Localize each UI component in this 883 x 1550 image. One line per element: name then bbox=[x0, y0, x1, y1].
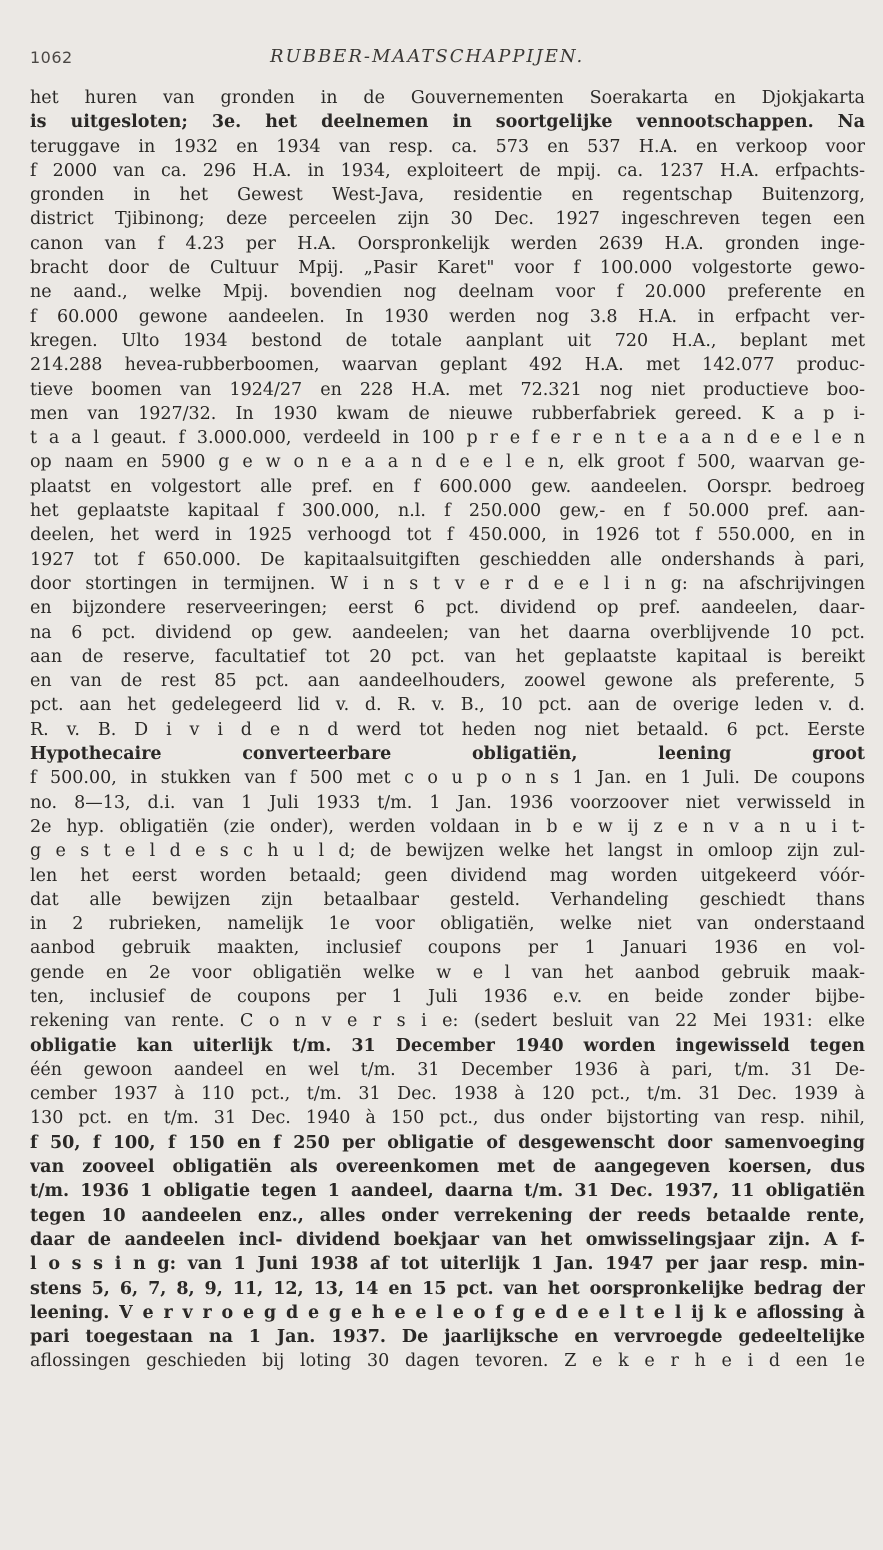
text-line: g e s t e l d e s c h u l d; de bewijzen welke het langst in omloop zijn zul- bbox=[30, 841, 865, 862]
text-line: gronden in het Gewest West-Java, residentie en regentschap Buitenzorg, bbox=[30, 185, 865, 206]
text-line: ten, inclusief de coupons per 1 Juli 1936 e.v. en beide zonder bijbe- bbox=[30, 986, 865, 1007]
body-text bbox=[30, 86, 865, 1374]
text-line: f 500.00, in stukken van f 500 met c o u p o n s 1 Jan. en 1 Juli. De coupons bbox=[30, 768, 865, 789]
text-line: aanbod gebruik maakten, inclusief coupons per 1 Januari 1936 en vol- bbox=[30, 938, 865, 959]
text-line: 214.288 hevea-rubberboomen, waarvan geplant 492 H.A. met 142.077 produc- bbox=[30, 355, 865, 376]
text-line: op naam en 5900 g e w o n e a a n d e e l e n, elk groot f 500, waarvan ge- bbox=[30, 452, 865, 473]
text-line: door stortingen in termijnen. W i n s t v e r d e e l i n g: na afschrijvingen bbox=[30, 573, 865, 594]
text-line: dat alle bewijzen zijn betaalbaar gesteld. Verhandeling geschiedt thans bbox=[30, 889, 865, 910]
text-line: pct. aan het gedelegeerd lid v. d. R. v. B., 10 pct. aan de overige leden v. d. bbox=[30, 695, 865, 716]
text-line: men van 1927/32. In 1930 kwam de nieuwe rubberfabriek gereed. K a p i- bbox=[30, 403, 865, 424]
text-line: daar de aandeelen incl- dividend boekjaar van het omwisselingsjaar zijn. A f- bbox=[30, 1229, 865, 1250]
text-line: f 50, f 100, f 150 en f 250 per obligatie of desgewenscht door samenvoeging bbox=[30, 1132, 865, 1153]
text-line: cember 1937 à 110 pct., t/m. 31 Dec. 1938 à 120 pct., t/m. 31 Dec. 1939 à bbox=[30, 1084, 865, 1105]
text-line: teruggave in 1932 en 1934 van resp. ca. 573 en 537 H.A. en verkoop voor bbox=[30, 136, 865, 157]
text-line: f 60.000 gewone aandeelen. In 1930 werden nog 3.8 H.A. in erfpacht ver- bbox=[30, 306, 865, 327]
running-title: RUBBER-MAATSCHAPPIJEN. bbox=[270, 46, 585, 67]
text-line: en van de rest 85 pct. aan aandeelhouders, zoowel gewone als preferente, 5 bbox=[30, 671, 865, 692]
text-line: tieve boomen van 1924/27 en 228 H.A. met 72.321 nog niet productieve boo- bbox=[30, 379, 865, 400]
text-line: 130 pct. en t/m. 31 Dec. 1940 à 150 pct., dus onder bijstorting van resp. nihil, bbox=[30, 1108, 865, 1129]
text-line: leening. V e r v r o e g d e g e h e e l e o f g e d e e l t e l ij k e aflossing à bbox=[30, 1302, 865, 1323]
text-line: het geplaatste kapitaal f 300.000, n.l. f 250.000 gew,- en f 50.000 pref. aan- bbox=[30, 501, 865, 522]
text-line: l o s s i n g: van 1 Juni 1938 af tot uiterlijk 1 Jan. 1947 per jaar resp. min- bbox=[30, 1254, 865, 1275]
text-line: tegen 10 aandeelen enz., alles onder verrekening der reeds betaalde rente, bbox=[30, 1205, 865, 1226]
text-line: 2e hyp. obligatiën (zie onder), werden voldaan in b e w ij z e n v a n u i t- bbox=[30, 816, 865, 837]
text-line: obligatie kan uiterlijk t/m. 31 December 1940 worden ingewisseld tegen bbox=[30, 1035, 865, 1056]
text-line: district Tjibinong; deze perceelen zijn 30 Dec. 1927 ingeschreven tegen een bbox=[30, 209, 865, 230]
text-line: stens 5, 6, 7, 8, 9, 11, 12, 13, 14 en 15 pct. van het oorspronkelijke bedrag der bbox=[30, 1278, 865, 1299]
text-line: 1927 tot f 650.000. De kapitaalsuitgiften geschiedden alle ondershands à pari, bbox=[30, 549, 865, 570]
text-line: en bijzondere reserveeringen; eerst 6 pct. dividend op pref. aandeelen, daar- bbox=[30, 598, 865, 619]
text-line: plaatst en volgestort alle pref. en f 600.000 gew. aandeelen. Oorspr. bedroeg bbox=[30, 476, 865, 497]
text-line: Hypothecaire converteerbare obligatiën, leening groot bbox=[30, 744, 865, 765]
text-line: f 2000 van ca. 296 H.A. in 1934, exploiteert de mpij. ca. 1237 H.A. erfpachts- bbox=[30, 160, 865, 181]
text-line: R. v. B. D i v i d e n d werd tot heden nog niet betaald. 6 pct. Eerste bbox=[30, 719, 865, 740]
text-line: bracht door de Cultuur Mpij. „Pasir Karet" voor f 100.000 volgestorte gewo- bbox=[30, 258, 865, 279]
text-line: het huren van gronden in de Gouvernementen Soerakarta en Djokjakarta bbox=[30, 88, 865, 108]
text-line: len het eerst worden betaald; geen dividend mag worden uitgekeerd vóór- bbox=[30, 865, 865, 886]
text-line: één gewoon aandeel en wel t/m. 31 December 1936 à pari, t/m. 31 De- bbox=[30, 1059, 865, 1080]
text-line: deelen, het werd in 1925 verhoogd tot f 450.000, in 1926 tot f 550.000, en in bbox=[30, 525, 865, 546]
text-line: gende en 2e voor obligatiën welke w e l van het aanbod gebruik maak- bbox=[30, 962, 865, 983]
text-line: canon van f 4.23 per H.A. Oorspronkelijk werden 2639 H.A. gronden inge- bbox=[30, 233, 865, 254]
text-line: ne aand., welke Mpij. bovendien nog deelnam voor f 20.000 preferente en bbox=[30, 282, 865, 303]
text-line: van zooveel obligatiën als overeenkomen met de aangegeven koersen, dus bbox=[30, 1157, 865, 1178]
text-line: in 2 rubrieken, namelijk 1e voor obligatiën, welke niet van onderstaand bbox=[30, 914, 865, 935]
text-line: aan de reserve, facultatief tot 20 pct. van het geplaatste kapitaal is bereikt bbox=[30, 646, 865, 667]
text-line: t a a l geaut. f 3.000.000, verdeeld in 100 p r e f e r e n t e a a n d e e l e n bbox=[30, 428, 865, 449]
page-number: 1062 bbox=[30, 48, 73, 67]
text-line: is uitgesloten; 3e. het deelnemen in soortgelijke vennootschappen. Na bbox=[30, 112, 865, 133]
text-line: t/m. 1936 1 obligatie tegen 1 aandeel, daarna t/m. 31 Dec. 1937, 11 obligatiën bbox=[30, 1181, 865, 1202]
text-line: pari toegestaan na 1 Jan. 1937. De jaarlijksche en vervroegde gedeeltelijke bbox=[30, 1327, 865, 1348]
text-line: kregen. Ulto 1934 bestond de totale aanplant uit 720 H.A., beplant met bbox=[30, 330, 865, 351]
text-line: no. 8—13, d.i. van 1 Juli 1933 t/m. 1 Jan. 1936 voorzoover niet verwisseld in bbox=[30, 792, 865, 813]
page-header bbox=[30, 48, 865, 86]
text-line: na 6 pct. dividend op gew. aandeelen; van het daarna overblijvende 10 pct. bbox=[30, 622, 865, 643]
text-line: rekening van rente. C o n v e r s i e: (sedert besluit van 22 Mei 1931: elke bbox=[30, 1011, 865, 1032]
text-line: aflossingen geschieden bij loting 30 dagen tevoren. Z e k e r h e i d een 1e bbox=[30, 1351, 865, 1372]
